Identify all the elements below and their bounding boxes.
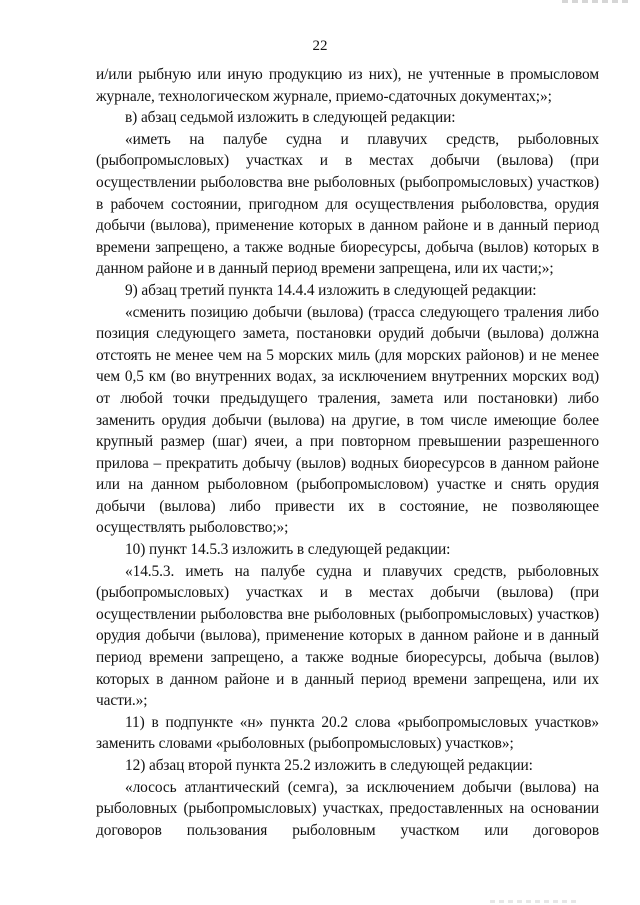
paragraph-quote-2: «сменить позицию добычи (вылова) (трасса следующего траления либо позиция следующего замета, постановки орудий добычи (вылова) должна отстоять не менее чем на 5 морских миль (для морских районов) и не менее чем 0,5 км (во внутренних водах, за исключением внутренних морских вод) от любой точки предыдущего траления, замета или постановки) либо заменить орудия добычи (вылова) на другие, в том числе имеющие более крупный размер (шаг) ячеи, а при повторном превышении разрешенного прилова – прекратить добычу (вылов) водных биоресурсов в данном районе или на данном рыболовном (рыбопромысловом) участке и снять орудия добычи (вылова) либо привести их в состояние, не позволяющее осуществлять рыболовство;»; [96, 303, 599, 537]
paragraph-quote-4: «лосось атлантический (семга), за исключением добычи (вылова) на рыболовных (рыбопромысловых) участках, предоставленных на основании договоров пользования рыболовным участком или договоров [96, 778, 599, 839]
paragraph-continuation: и/или рыбную или иную продукцию из них), не учтенные в промысловом журнале, технологическом журнале, приемо-сдаточных документах;»; [96, 66, 599, 105]
paragraph-quote-3: «14.5.3. иметь на палубе судна и плавучих средств, рыболовных (рыбопромысловых) участках и в местах добычи (вылова) (при осуществлении рыболовства вне рыболовных (рыбопромысловых) участков) орудия добычи (вылова), применение которых в данном районе и в данный период времени запрещено, а также водные биоресурсы, добыча (вылов) которых в данном районе и в данный период времени запрещена, или их части.»; [96, 562, 599, 710]
paragraph-item-11: 11) в подпункте «н» пункта 20.2 слова «рыбопромысловых участков» заменить словами «рыболовных (рыбопромысловых) участков»; [96, 713, 599, 753]
paragraph-quote-1: «иметь на палубе судна и плавучих средств, рыболовных (рыбопромысловых) участках и в местах добычи (вылова) (при осуществлении рыболовства вне рыболовных (рыбопромысловых) участков) в рабочем состоянии, пригодном для осуществления рыболовства, орудия добычи (вылова), применение которых в данном районе и в данный период времени запрещено, а также водные биоресурсы, добыча (вылов) которых в данном районе и в данный период времени запрещена, или их части;»; [96, 130, 599, 278]
document-body [96, 64, 599, 841]
paragraph-item-9: 9) абзац третий пункта 14.4.4 изложить в следующей редакции: [125, 281, 537, 299]
page-number: 22 [312, 38, 328, 54]
paragraph-item-10: 10) пункт 14.5.3 изложить в следующей редакции: [125, 541, 451, 559]
paragraph-item-12: 12) абзац второй пункта 25.2 изложить в следующей редакции: [125, 757, 533, 774]
scan-artifact-top [562, 0, 632, 3]
scan-artifact-bottom [490, 900, 580, 903]
paragraph-item-v: в) абзац седьмой изложить в следующей редакции: [125, 109, 456, 127]
